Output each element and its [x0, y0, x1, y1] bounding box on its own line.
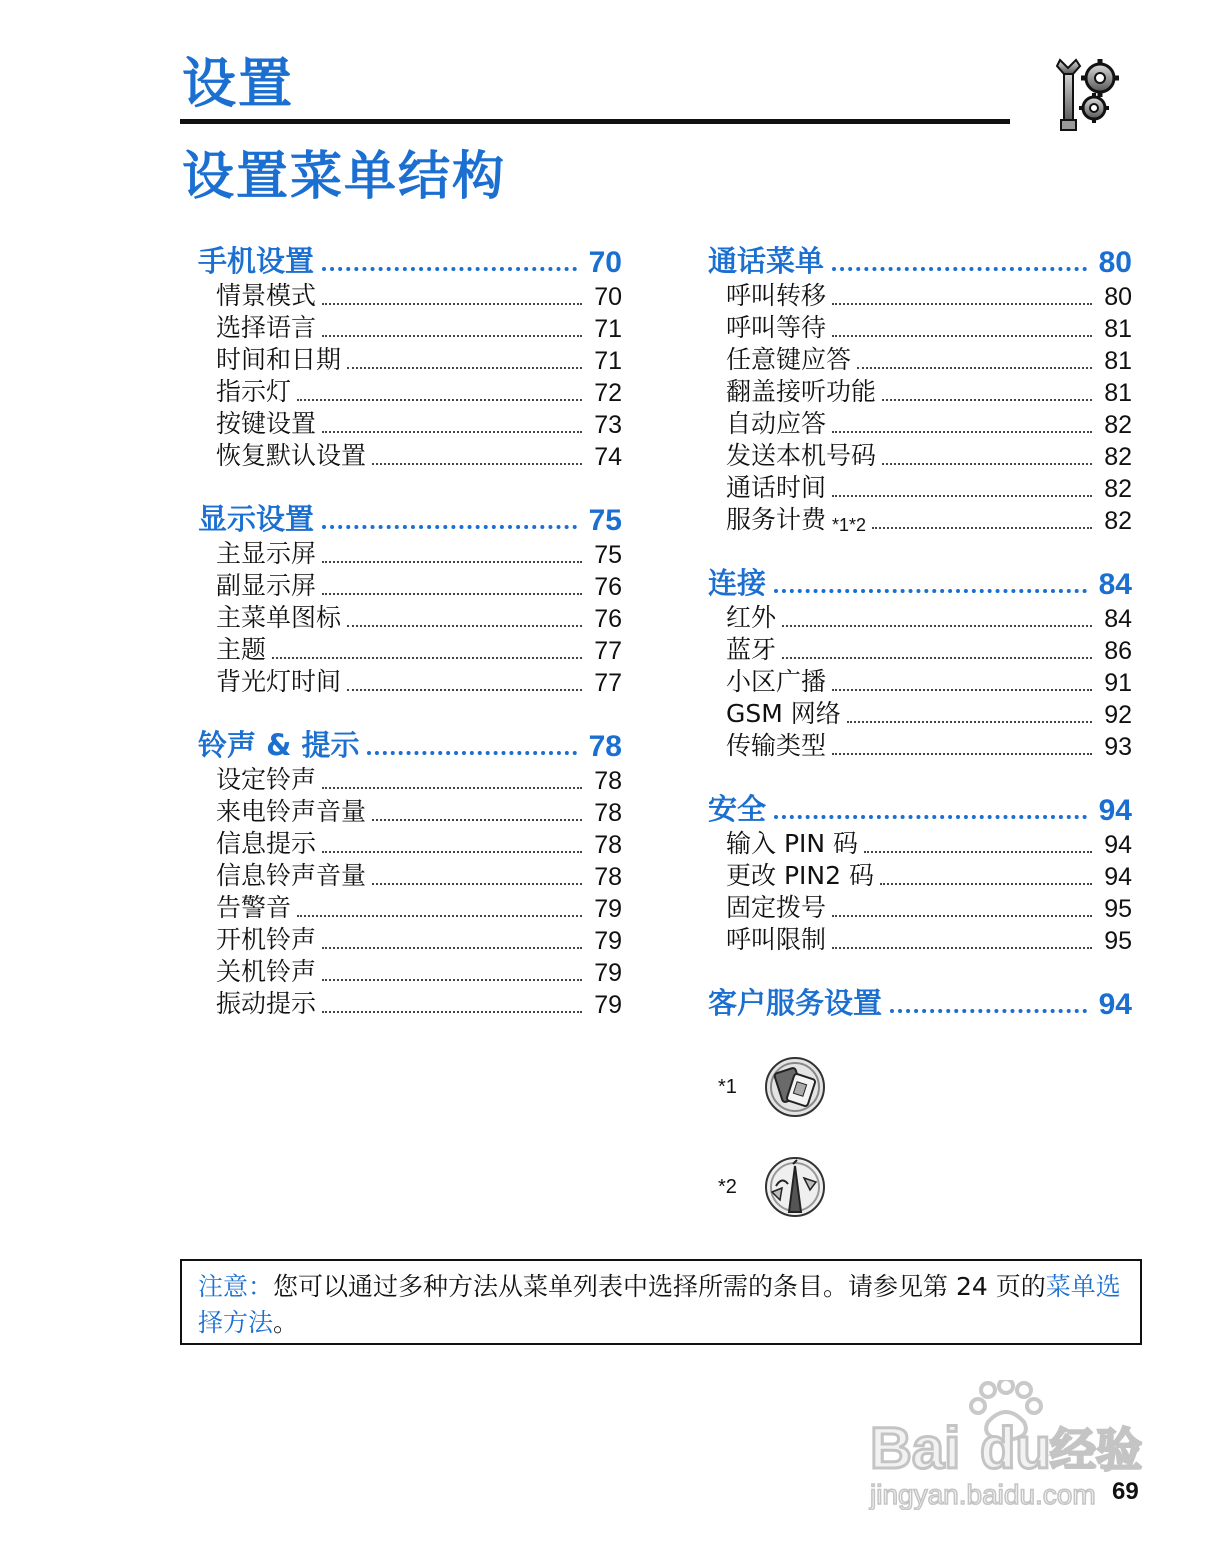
dot-leader: [880, 883, 1092, 885]
section-heading[interactable]: [708, 788, 1132, 828]
menu-item-page-number: 93: [1104, 733, 1132, 761]
menu-item-page-number: 92: [1104, 701, 1132, 729]
menu-item-label: 自动应答: [726, 409, 827, 438]
menu-section: [708, 788, 1132, 956]
dot-leader: [297, 399, 582, 401]
menu-item-label: 信息提示: [216, 829, 317, 858]
menu-item-label: 背光灯时间: [216, 667, 342, 696]
note-text-end: 。: [273, 1308, 299, 1337]
menu-column-right: [708, 240, 1132, 1048]
svg-text:jingyan.baidu.com: jingyan.baidu.com: [870, 1479, 1096, 1510]
dot-leader: [322, 979, 582, 981]
header-rule: [180, 119, 1010, 124]
dot-leader: [322, 787, 582, 789]
menu-item[interactable]: [216, 440, 622, 472]
dot-leader: [832, 915, 1092, 917]
menu-item-label: 翻盖接听功能: [726, 377, 877, 406]
dot-leader: [297, 915, 582, 917]
menu-item-label: 呼叫等待: [726, 313, 827, 342]
menu-item-label: 按键设置: [216, 409, 317, 438]
menu-item-page-number: 81: [1104, 347, 1132, 375]
section-heading[interactable]: [708, 562, 1132, 602]
menu-item-label: 情景模式: [216, 281, 317, 310]
menu-item-label: 主菜单图标: [216, 603, 342, 632]
section-heading[interactable]: [198, 240, 622, 280]
menu-item-label: 选择语言: [216, 313, 317, 342]
section-heading[interactable]: [708, 982, 1132, 1022]
menu-item-page-number: 79: [594, 959, 622, 987]
menu-item-page-number: 76: [594, 573, 622, 601]
dot-leader: [322, 561, 582, 563]
menu-item-label: 时间和日期: [216, 345, 342, 374]
dot-leader: [372, 463, 582, 465]
page-subtitle: 设置菜单结构: [182, 147, 507, 207]
menu-item-label: 呼叫转移: [726, 281, 827, 310]
dot-leader: [322, 431, 582, 433]
menu-item-label: 主题: [216, 635, 267, 664]
menu-item-label: 信息铃声音量: [216, 861, 367, 890]
menu-item-page-number: 81: [1104, 315, 1132, 343]
menu-item-page-number: 81: [1104, 379, 1132, 407]
section-heading[interactable]: [198, 724, 622, 764]
menu-item-page-number: 86: [1104, 637, 1132, 665]
menu-item-label: 主显示屏: [216, 539, 317, 568]
menu-section: [198, 724, 622, 1020]
section-title: 通话菜单: [708, 244, 825, 278]
sim-card-icon: [764, 1056, 826, 1118]
menu-item-page-number: 94: [1104, 863, 1132, 891]
dot-leader: [347, 367, 582, 369]
svg-text:Bai: Bai: [870, 1416, 961, 1481]
menu-item-label: 固定拨号: [726, 893, 827, 922]
menu-item-label: 设定铃声: [216, 765, 317, 794]
page-header-title: 设置: [182, 52, 294, 115]
dot-leader: [774, 589, 1087, 593]
footnote-2: [718, 1156, 826, 1218]
menu-item[interactable]: [726, 730, 1132, 762]
menu-item-label: 振动提示: [216, 989, 317, 1018]
menu-item-label: 指示灯: [216, 377, 292, 406]
menu-item-label: 输入 PIN 码: [726, 829, 859, 858]
menu-item-page-number: 78: [594, 767, 622, 795]
menu-item-page-number: 79: [594, 927, 622, 955]
menu-item-label: 任意键应答: [726, 345, 852, 374]
section-page-number: 80: [1098, 246, 1132, 279]
menu-item-page-number: 82: [1104, 443, 1132, 471]
network-tower-icon: [764, 1156, 826, 1218]
section-title: 铃声 & 提示: [198, 728, 360, 762]
menu-item-page-number: 73: [594, 411, 622, 439]
dot-leader: [832, 335, 1092, 337]
dot-leader: [347, 625, 582, 627]
menu-item-page-number: 78: [594, 831, 622, 859]
section-page-number: 94: [1098, 794, 1132, 827]
settings-gear-wrench-icon: [1056, 56, 1126, 132]
dot-leader: [832, 431, 1092, 433]
dot-leader: [872, 527, 1092, 529]
menu-item-page-number: 71: [594, 347, 622, 375]
menu-item-label: 来电铃声音量: [216, 797, 367, 826]
menu-section: [708, 240, 1132, 536]
menu-item-page-number: 77: [594, 669, 622, 697]
svg-text:du: du: [980, 1416, 1051, 1481]
dot-leader: [832, 689, 1092, 691]
dot-leader: [832, 753, 1092, 755]
menu-item-page-number: 74: [594, 443, 622, 471]
dot-leader: [322, 851, 582, 853]
footnote-mark: *2: [718, 1175, 737, 1198]
dot-leader: [832, 947, 1092, 949]
svg-text:经验: 经验: [1050, 1423, 1142, 1477]
menu-item[interactable]: [726, 924, 1132, 956]
dot-leader: [782, 625, 1092, 627]
menu-item-label: 副显示屏: [216, 571, 317, 600]
section-page-number: 78: [588, 730, 622, 763]
menu-item[interactable]: [216, 988, 622, 1020]
dot-leader: [782, 657, 1092, 659]
menu-item-page-number: 82: [1104, 475, 1132, 503]
dot-leader: [832, 495, 1092, 497]
menu-item-page-number: 76: [594, 605, 622, 633]
menu-item-label: 关机铃声: [216, 957, 317, 986]
footnote-1: [718, 1056, 826, 1118]
menu-item-page-number: 91: [1104, 669, 1132, 697]
dot-leader: [322, 335, 582, 337]
dot-leader: [367, 751, 576, 755]
dot-leader: [322, 593, 582, 595]
menu-item-label: 恢复默认设置: [216, 441, 367, 470]
menu-item-label: 通话时间: [726, 473, 827, 502]
menu-column-left: [198, 240, 622, 1046]
menu-item-label: 红外: [726, 603, 777, 632]
dot-leader: [832, 303, 1092, 305]
menu-section: [198, 240, 622, 472]
dot-leader: [372, 883, 582, 885]
dot-leader: [322, 525, 577, 529]
menu-item-label: 小区广播: [726, 667, 827, 696]
note-link[interactable]: 菜单选择方法: [198, 1272, 1121, 1337]
page-number: 69: [1112, 1478, 1139, 1505]
menu-item-page-number: 82: [1104, 411, 1132, 439]
menu-item-page-number: 70: [594, 283, 622, 311]
section-page-number: 75: [588, 504, 622, 537]
section-heading[interactable]: [708, 240, 1132, 280]
menu-item-page-number: 79: [594, 991, 622, 1019]
menu-item-label: 呼叫限制: [726, 925, 827, 954]
menu-item[interactable]: [216, 666, 622, 698]
dot-leader: [347, 689, 582, 691]
dot-leader: [847, 721, 1092, 723]
menu-item-label: GSM 网络: [726, 699, 841, 728]
section-title: 安全: [708, 792, 767, 826]
menu-section: [198, 498, 622, 698]
dot-leader: [322, 303, 582, 305]
note-label: 注意：: [198, 1272, 274, 1301]
menu-section: [708, 562, 1132, 762]
footnote-mark: *1: [718, 1075, 737, 1098]
dot-leader: [372, 819, 582, 821]
menu-item-page-number: 78: [594, 863, 622, 891]
section-title: 客户服务设置: [708, 986, 883, 1020]
dot-leader: [272, 657, 582, 659]
menu-item-page-number: 75: [594, 541, 622, 569]
menu-item-page-number: 77: [594, 637, 622, 665]
dot-leader: [322, 947, 582, 949]
dot-leader: [322, 267, 577, 271]
menu-item-label: 更改 PIN2 码: [726, 861, 874, 890]
menu-item[interactable]: [726, 602, 1132, 634]
menu-item-page-number: 78: [594, 799, 622, 827]
section-heading[interactable]: [198, 498, 622, 538]
menu-item-page-number: 95: [1104, 895, 1132, 923]
menu-item-page-number: 84: [1104, 605, 1132, 633]
section-title: 手机设置: [198, 244, 315, 278]
section-page-number: 70: [588, 246, 622, 279]
menu-item-label: 发送本机号码: [726, 441, 877, 470]
menu-item-page-number: 82: [1104, 507, 1132, 535]
menu-item-page-number: 95: [1104, 927, 1132, 955]
menu-item-label: 开机铃声: [216, 925, 317, 954]
menu-item-label: 传输类型: [726, 731, 827, 760]
menu-item-label: 服务计费: [726, 505, 827, 534]
dot-leader: [774, 815, 1087, 819]
dot-leader: [857, 367, 1092, 369]
menu-item[interactable]: [216, 602, 622, 634]
dot-leader: [832, 267, 1087, 271]
menu-item-page-number: 80: [1104, 283, 1132, 311]
section-page-number: 84: [1098, 568, 1132, 601]
menu-section: [708, 982, 1132, 1022]
menu-item-page-number: 71: [594, 315, 622, 343]
dot-leader: [322, 1011, 582, 1013]
menu-item[interactable]: [726, 504, 1132, 536]
baidu-watermark: [860, 1380, 1150, 1510]
section-title: 连接: [708, 566, 767, 600]
dot-leader: [864, 851, 1092, 853]
dot-leader: [882, 399, 1092, 401]
note-text: 您可以通过多种方法从菜单列表中选择所需的条目。请参见第 24 页的: [273, 1272, 1046, 1301]
dot-leader: [882, 463, 1092, 465]
dot-leader: [890, 1009, 1087, 1013]
footnote-reference: *1*2: [832, 515, 867, 535]
section-page-number: 94: [1098, 988, 1132, 1021]
section-title: 显示设置: [198, 502, 315, 536]
menu-item-label: 蓝牙: [726, 635, 777, 664]
menu-item-page-number: 94: [1104, 831, 1132, 859]
menu-item-page-number: 72: [594, 379, 622, 407]
note-box: [180, 1259, 1142, 1345]
menu-item-page-number: 79: [594, 895, 622, 923]
menu-item-label: 告警音: [216, 893, 292, 922]
